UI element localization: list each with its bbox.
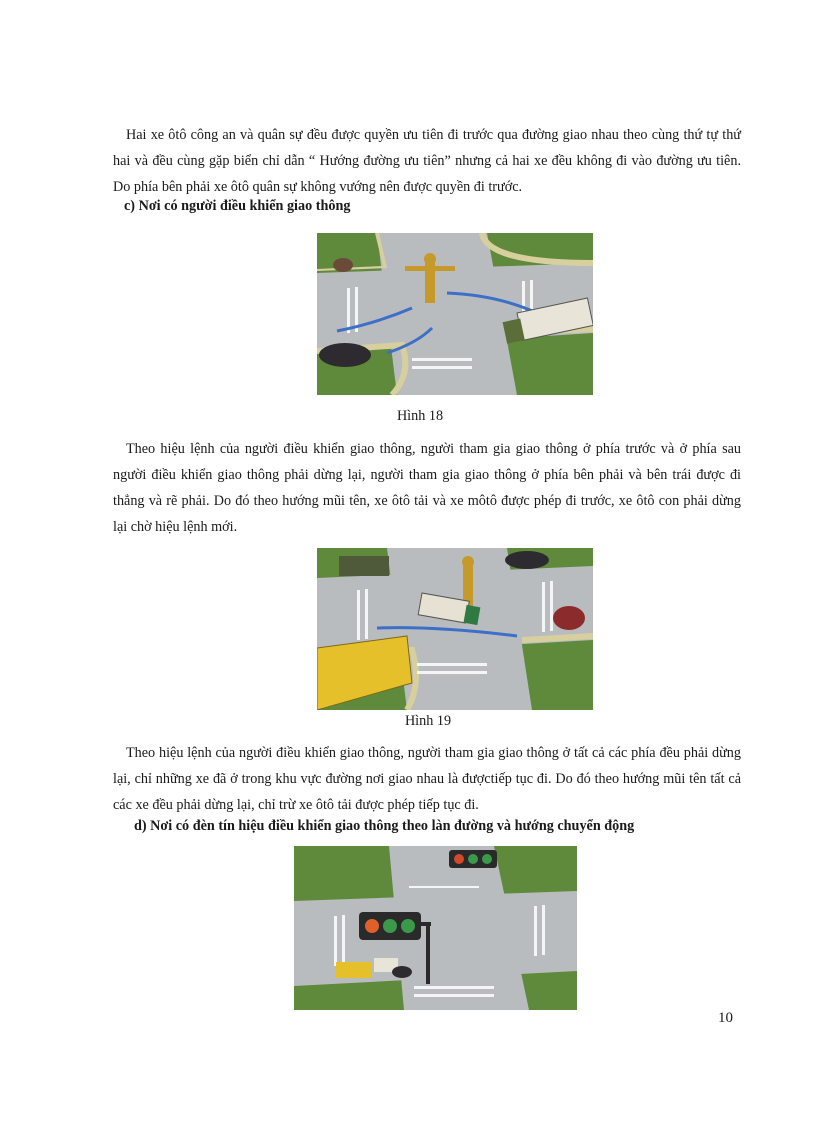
heading-section-c: c) Nơi có người điều khiển giao thông [124, 198, 351, 214]
paragraph-officer-signal-2 [113, 740, 741, 818]
figure-19-image [317, 548, 593, 710]
paragraph-2-text: Theo hiệu lệnh của người điều khiển giao thông, người tham gia giao thông ở phía trước và ở phía sau người điều khiển giao thông phải dừng lại, người tham gia giao thông ở phía bên phải và bên trái được đi thẳng và rẽ phải. Do đó theo hướng mũi tên, xe ôtô tải và xe môtô được phép đi trước, xe ôtô con phải dừng lại chờ hiệu lệnh mới. [113, 441, 741, 535]
paragraph-priority-vehicles [113, 122, 741, 200]
figure-19-caption: Hình 19 [404, 713, 452, 729]
figure-18-image [317, 233, 593, 395]
paragraph-3-text: Theo hiệu lệnh của người điều khiển giao thông, người tham gia giao thông ở tất cả các phía đều phải dừng lại, chỉ những xe đã ở trong khu vực đường nơi giao nhau là đượctiếp tục đi. Do đó theo hướng mũi tên tất cả các xe đều phải dừng lại, chỉ trừ xe ôtô tải được phép tiếp tục đi. [113, 745, 741, 813]
heading-section-d: d) Nơi có đèn tín hiệu điều khiển giao thông theo làn đường và hướng chuyển động [134, 818, 635, 834]
figure-traffic-lights-image [294, 846, 577, 1010]
figure-18-caption: Hình 18 [396, 408, 444, 424]
paragraph-officer-signal-1 [113, 436, 741, 540]
page-number: 10 [718, 1010, 733, 1026]
paragraph-1-text: Hai xe ôtô công an và quân sự đều được quyền ưu tiên đi trước qua đường giao nhau theo cùng thứ tự thứ hai và đều cùng gặp biển chỉ dẫn “ Hướng đường ưu tiên” nhưng cả hai xe đều không đi vào đường ưu tiên. Do phía bên phải xe ôtô quân sự không vướng nên được quyền đi trước. [113, 127, 741, 195]
